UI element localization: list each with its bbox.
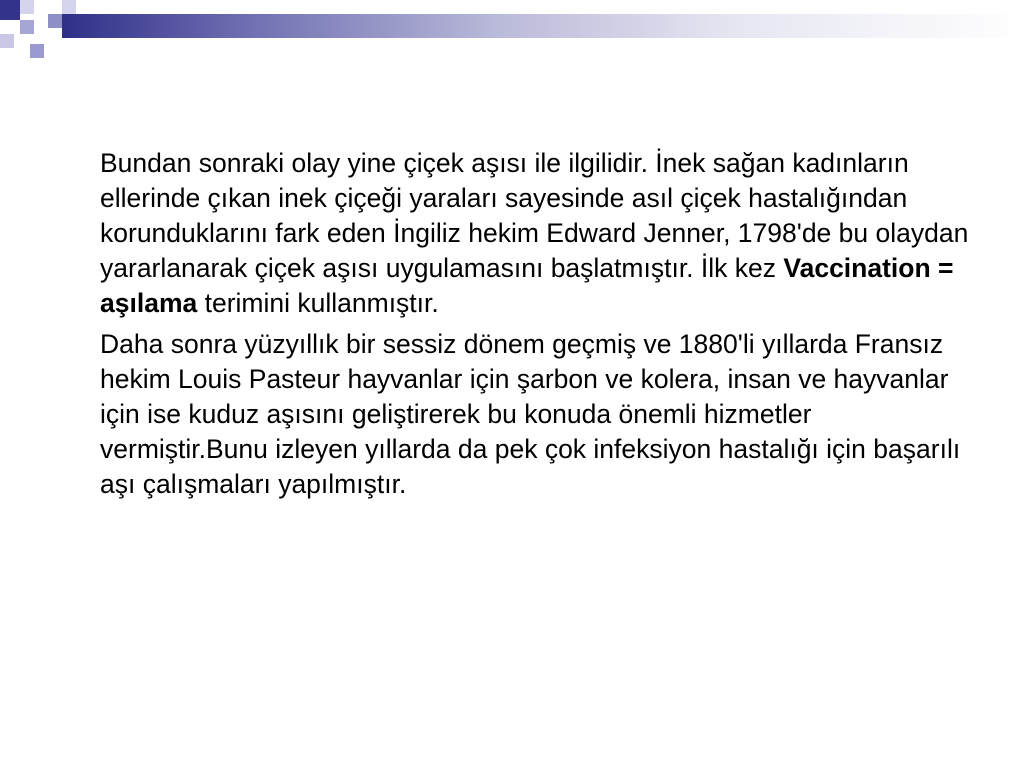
decor-square (48, 14, 62, 28)
decor-square (62, 0, 76, 14)
paragraph-jenner-text: Bundan sonraki olay yine çiçek aşısı ile ilgilidir. İnek sağan kadınların ellerinde çıkan inek çiçeği yaraları sayesinde asıl çiçek hastalığından korunduklarını fark eden İngiliz hekim Edward Jenner, 1798'de bu olaydan yararlanarak çiçek aşısı uygulamasını başlatmıştır. İlk kez (100, 148, 969, 283)
decor-square (34, 20, 48, 34)
paragraph-pasteur-text: Daha sonra yüzyıllık bir sessiz dönem geçmiş ve 1880'li yıllarda Fransız hekim Louis Pasteur hayvanlar için şarbon ve kolera, insan ve hayvanlar için ise kuduz aşısını geliştirerek bu konuda önemli hizmetler vermiştir.Bunu izleyen yıllarda da pek çok infeksiyon hastalığı için başarılı aşı çalışmaları yapılmıştır. (100, 329, 961, 499)
decor-square (30, 44, 44, 58)
vaccination-term: Vaccination = aşılama (100, 253, 954, 318)
decor-square (0, 0, 20, 20)
decor-square (0, 34, 14, 48)
top-gradient-band (62, 14, 1024, 38)
paragraph-jenner (100, 146, 970, 321)
decor-square (20, 20, 34, 34)
decor-square (20, 0, 34, 14)
slide-body (100, 146, 970, 508)
decor-square (34, 0, 48, 14)
paragraph-jenner-tail: terimini kullanmıştır. (197, 288, 439, 318)
paragraph-pasteur (100, 327, 970, 502)
